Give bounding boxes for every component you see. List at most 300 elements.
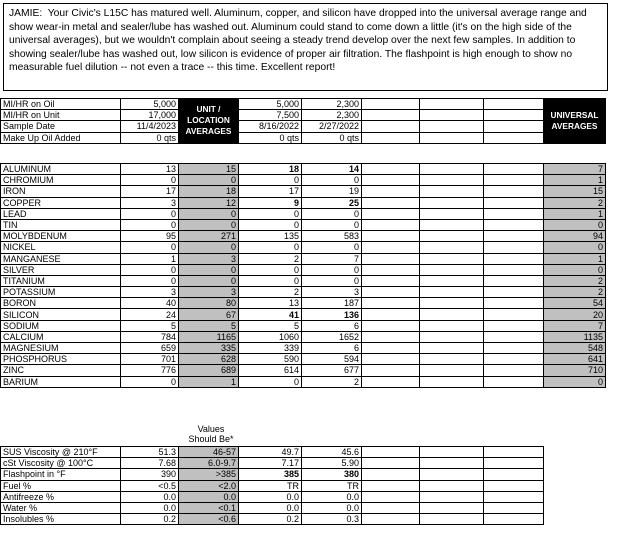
element-prior-value: 583 <box>302 231 362 242</box>
element-prior-value: 0 <box>239 264 302 275</box>
element-current-value: 40 <box>121 298 179 309</box>
element-row <box>1 231 606 242</box>
property-prior-value: 380 <box>302 469 362 480</box>
empty-cell <box>420 354 484 365</box>
property-should-be: <0.1 <box>179 502 239 513</box>
empty-cell <box>420 242 484 253</box>
empty-cell <box>420 287 484 298</box>
empty-cell <box>544 491 606 502</box>
element-name: PHOSPHORUS <box>1 354 121 365</box>
header-prior-value: 8/16/2022 <box>239 121 302 132</box>
property-should-be: >385 <box>179 469 239 480</box>
empty-cell <box>362 354 420 365</box>
element-name: BORON <box>1 298 121 309</box>
element-current-value: 24 <box>121 309 179 320</box>
element-row <box>1 164 606 175</box>
property-row <box>1 447 606 458</box>
element-universal-average: 7 <box>544 164 606 175</box>
property-row <box>1 469 606 480</box>
element-row <box>1 331 606 342</box>
property-prior-value: 0.3 <box>302 514 362 525</box>
empty-cell <box>484 253 544 264</box>
empty-cell <box>484 480 544 491</box>
element-name: CALCIUM <box>1 331 121 342</box>
element-universal-average: 2 <box>544 275 606 286</box>
element-current-value: 0 <box>121 208 179 219</box>
element-prior-value: 2 <box>239 253 302 264</box>
element-prior-value: 6 <box>302 320 362 331</box>
empty-cell <box>420 514 484 525</box>
element-prior-value: 0 <box>239 376 302 387</box>
element-unit-average: 0 <box>179 175 239 186</box>
empty-cell <box>484 376 544 387</box>
element-row <box>1 175 606 186</box>
empty-cell <box>484 331 544 342</box>
property-should-be: <2.0 <box>179 480 239 491</box>
empty-cell <box>484 447 544 458</box>
empty-cell <box>420 99 484 110</box>
empty-cell <box>420 331 484 342</box>
empty-cell <box>420 309 484 320</box>
properties-table <box>0 446 606 525</box>
empty-cell <box>362 219 420 230</box>
empty-cell <box>484 219 544 230</box>
empty-cell <box>362 331 420 342</box>
empty-cell <box>420 132 484 143</box>
empty-cell <box>362 99 420 110</box>
element-name: ZINC <box>1 365 121 376</box>
element-prior-value: 187 <box>302 298 362 309</box>
empty-cell <box>420 219 484 230</box>
element-current-value: 95 <box>121 231 179 242</box>
element-prior-value: 0 <box>239 208 302 219</box>
header-prior-value: 2,300 <box>302 99 362 110</box>
empty-cell <box>420 121 484 132</box>
element-universal-average: 94 <box>544 231 606 242</box>
property-name: Water % <box>1 502 121 513</box>
element-prior-value: 339 <box>239 343 302 354</box>
element-row <box>1 186 606 197</box>
empty-cell <box>484 309 544 320</box>
empty-cell <box>544 458 606 469</box>
property-row <box>1 514 606 525</box>
empty-cell <box>484 287 544 298</box>
element-current-value: 0 <box>121 376 179 387</box>
element-current-value: 3 <box>121 287 179 298</box>
empty-cell <box>362 197 420 208</box>
property-prior-value: 0.2 <box>239 514 302 525</box>
element-universal-average: 2 <box>544 197 606 208</box>
empty-cell <box>362 242 420 253</box>
empty-cell <box>420 110 484 121</box>
element-unit-average: 18 <box>179 186 239 197</box>
element-row <box>1 309 606 320</box>
element-prior-value: 677 <box>302 365 362 376</box>
element-name: TITANIUM <box>1 275 121 286</box>
empty-cell <box>420 208 484 219</box>
element-name: SILVER <box>1 264 121 275</box>
element-name: NICKEL <box>1 242 121 253</box>
element-unit-average: 5 <box>179 320 239 331</box>
property-prior-value: TR <box>302 480 362 491</box>
empty-cell <box>420 298 484 309</box>
empty-cell <box>362 502 420 513</box>
empty-cell <box>484 491 544 502</box>
element-prior-value: 1652 <box>302 331 362 342</box>
property-row <box>1 480 606 491</box>
empty-cell <box>420 175 484 186</box>
property-should-be: 0.0 <box>179 491 239 502</box>
property-prior-value: 0.0 <box>239 502 302 513</box>
element-prior-value: 135 <box>239 231 302 242</box>
element-unit-average: 0 <box>179 219 239 230</box>
property-prior-value: 45.6 <box>302 447 362 458</box>
element-prior-value: 0 <box>239 242 302 253</box>
empty-cell <box>544 514 606 525</box>
header-prior-value: 2,300 <box>302 110 362 121</box>
property-prior-value: 0.0 <box>239 491 302 502</box>
element-prior-value: 2 <box>239 287 302 298</box>
element-prior-value: 0 <box>239 275 302 286</box>
empty-cell <box>420 264 484 275</box>
element-universal-average: 548 <box>544 343 606 354</box>
empty-cell <box>420 491 484 502</box>
element-unit-average: 15 <box>179 164 239 175</box>
element-universal-average: 641 <box>544 354 606 365</box>
property-should-be: 46-57 <box>179 447 239 458</box>
element-current-value: 784 <box>121 331 179 342</box>
element-universal-average: 0 <box>544 376 606 387</box>
empty-cell <box>484 186 544 197</box>
element-current-value: 0 <box>121 275 179 286</box>
element-current-value: 776 <box>121 365 179 376</box>
element-name: MANGANESE <box>1 253 121 264</box>
empty-cell <box>420 447 484 458</box>
property-prior-value: 0.0 <box>302 502 362 513</box>
header-prior-value: 0 qts <box>302 132 362 143</box>
element-unit-average: 0 <box>179 275 239 286</box>
element-name: MAGNESIUM <box>1 343 121 354</box>
empty-cell <box>362 287 420 298</box>
element-name: TIN <box>1 219 121 230</box>
element-universal-average: 0 <box>544 219 606 230</box>
comment-box: JAMIE: Your Civic's L15C has matured well. Aluminum, copper, and silicon have dropped into the universal average range and show wear-in metal and sealer/lube has washed out. Aluminum could stand to come down a little (it's on the high side of the universal averages), but we wouldn't complain about seeing a steady trend develop over the next few samples. In addition to showing sealer/lube has washed out, low silicon is evidence of proper air filtration. The flashpoint is high enough to show no measurable fuel dilution -- not even a trace -- this time. Excellent report! <box>3 3 608 91</box>
element-name: SILICON <box>1 309 121 320</box>
empty-cell <box>362 208 420 219</box>
element-row <box>1 287 606 298</box>
empty-cell <box>484 99 544 110</box>
header-current-value: 5,000 <box>121 99 179 110</box>
property-prior-value: 0.0 <box>302 491 362 502</box>
element-universal-average: 0 <box>544 242 606 253</box>
element-prior-value: 9 <box>239 197 302 208</box>
property-current-value: 0.0 <box>121 502 179 513</box>
unit-location-averages-header: UNIT / LOCATION AVERAGES <box>179 99 239 144</box>
element-current-value: 1 <box>121 253 179 264</box>
element-unit-average: 0 <box>179 264 239 275</box>
property-row <box>1 502 606 513</box>
empty-cell <box>362 309 420 320</box>
empty-cell <box>484 208 544 219</box>
empty-cell <box>362 376 420 387</box>
empty-cell <box>484 320 544 331</box>
element-universal-average: 7 <box>544 320 606 331</box>
element-name: LEAD <box>1 208 121 219</box>
property-current-value: 7.68 <box>121 458 179 469</box>
empty-cell <box>420 253 484 264</box>
empty-cell <box>484 298 544 309</box>
element-current-value: 3 <box>121 197 179 208</box>
element-row <box>1 242 606 253</box>
empty-cell <box>484 502 544 513</box>
element-row <box>1 253 606 264</box>
element-prior-value: 0 <box>302 219 362 230</box>
element-prior-value: 14 <box>302 164 362 175</box>
empty-cell <box>420 275 484 286</box>
property-prior-value: 49.7 <box>239 447 302 458</box>
empty-cell <box>420 365 484 376</box>
element-current-value: 701 <box>121 354 179 365</box>
empty-cell <box>362 469 420 480</box>
element-prior-value: 0 <box>302 275 362 286</box>
empty-cell <box>484 110 544 121</box>
element-universal-average: 0 <box>544 264 606 275</box>
universal-averages-header: UNIVERSAL AVERAGES <box>544 99 606 144</box>
empty-cell <box>420 231 484 242</box>
header-prior-value: 7,500 <box>239 110 302 121</box>
element-unit-average: 0 <box>179 242 239 253</box>
header-current-value: 0 qts <box>121 132 179 143</box>
element-current-value: 13 <box>121 164 179 175</box>
property-name: Fuel % <box>1 480 121 491</box>
element-prior-value: 0 <box>239 175 302 186</box>
element-prior-value: 0 <box>302 175 362 186</box>
element-unit-average: 3 <box>179 287 239 298</box>
empty-cell <box>420 186 484 197</box>
empty-cell <box>362 253 420 264</box>
header-current-value: 11/4/2023 <box>121 121 179 132</box>
element-unit-average: 0 <box>179 208 239 219</box>
element-row <box>1 354 606 365</box>
empty-cell <box>484 365 544 376</box>
element-row <box>1 275 606 286</box>
element-unit-average: 628 <box>179 354 239 365</box>
element-prior-value: 2 <box>302 376 362 387</box>
element-row <box>1 320 606 331</box>
property-name: Antifreeze % <box>1 491 121 502</box>
empty-cell <box>544 480 606 491</box>
element-universal-average: 15 <box>544 186 606 197</box>
element-universal-average: 1 <box>544 175 606 186</box>
element-unit-average: 67 <box>179 309 239 320</box>
header-row <box>1 110 606 121</box>
property-prior-value: 385 <box>239 469 302 480</box>
empty-cell <box>362 275 420 286</box>
element-row <box>1 365 606 376</box>
empty-cell <box>420 502 484 513</box>
element-prior-value: 594 <box>302 354 362 365</box>
empty-cell <box>362 343 420 354</box>
element-current-value: 17 <box>121 186 179 197</box>
element-universal-average: 54 <box>544 298 606 309</box>
header-label: MI/HR on Unit <box>1 110 121 121</box>
empty-cell <box>362 365 420 376</box>
empty-cell <box>362 480 420 491</box>
empty-cell <box>362 164 420 175</box>
element-name: COPPER <box>1 197 121 208</box>
header-row <box>1 121 606 132</box>
element-prior-value: 590 <box>239 354 302 365</box>
empty-cell <box>484 164 544 175</box>
property-prior-value: 5.90 <box>302 458 362 469</box>
element-unit-average: 271 <box>179 231 239 242</box>
element-unit-average: 1165 <box>179 331 239 342</box>
element-name: SODIUM <box>1 320 121 331</box>
empty-cell <box>420 469 484 480</box>
elements-table <box>0 163 606 388</box>
empty-cell <box>362 175 420 186</box>
header-prior-value: 0 qts <box>239 132 302 143</box>
element-unit-average: 689 <box>179 365 239 376</box>
element-name: CHROMIUM <box>1 175 121 186</box>
property-current-value: 0.2 <box>121 514 179 525</box>
empty-cell <box>484 197 544 208</box>
header-row <box>1 99 606 110</box>
empty-cell <box>544 502 606 513</box>
element-row <box>1 343 606 354</box>
property-prior-value: TR <box>239 480 302 491</box>
property-row <box>1 458 606 469</box>
empty-cell <box>362 186 420 197</box>
empty-cell <box>362 458 420 469</box>
element-name: ALUMINUM <box>1 164 121 175</box>
empty-cell <box>420 164 484 175</box>
empty-cell <box>362 132 420 143</box>
empty-cell <box>544 447 606 458</box>
element-prior-value: 18 <box>239 164 302 175</box>
element-universal-average: 710 <box>544 365 606 376</box>
element-prior-value: 13 <box>239 298 302 309</box>
empty-cell <box>362 110 420 121</box>
property-name: Flashpoint in °F <box>1 469 121 480</box>
element-name: IRON <box>1 186 121 197</box>
header-row <box>1 132 606 143</box>
empty-cell <box>484 175 544 186</box>
property-current-value: <0.5 <box>121 480 179 491</box>
element-prior-value: 0 <box>302 264 362 275</box>
values-should-be-label: Values Should Be* <box>188 424 234 444</box>
property-row <box>1 491 606 502</box>
empty-cell <box>484 514 544 525</box>
element-prior-value: 19 <box>302 186 362 197</box>
element-unit-average: 1 <box>179 376 239 387</box>
element-current-value: 659 <box>121 343 179 354</box>
element-universal-average: 1 <box>544 208 606 219</box>
empty-cell <box>362 121 420 132</box>
element-name: BARIUM <box>1 376 121 387</box>
property-name: cSt Viscosity @ 100°C <box>1 458 121 469</box>
element-prior-value: 25 <box>302 197 362 208</box>
element-universal-average: 2 <box>544 287 606 298</box>
element-prior-value: 17 <box>239 186 302 197</box>
empty-cell <box>420 458 484 469</box>
empty-cell <box>420 343 484 354</box>
element-universal-average: 20 <box>544 309 606 320</box>
element-name: POTASSIUM <box>1 287 121 298</box>
empty-cell <box>420 320 484 331</box>
property-should-be: 6.0-9.7 <box>179 458 239 469</box>
element-row <box>1 197 606 208</box>
element-prior-value: 1060 <box>239 331 302 342</box>
element-current-value: 5 <box>121 320 179 331</box>
element-prior-value: 0 <box>302 208 362 219</box>
header-label: Sample Date <box>1 121 121 132</box>
element-name: MOLYBDENUM <box>1 231 121 242</box>
element-row <box>1 298 606 309</box>
element-current-value: 0 <box>121 219 179 230</box>
header-table <box>0 98 606 144</box>
property-current-value: 51.3 <box>121 447 179 458</box>
header-prior-value: 5,000 <box>239 99 302 110</box>
empty-cell <box>420 376 484 387</box>
element-prior-value: 0 <box>302 242 362 253</box>
empty-cell <box>362 447 420 458</box>
element-current-value: 0 <box>121 175 179 186</box>
empty-cell <box>484 343 544 354</box>
empty-cell <box>362 264 420 275</box>
element-unit-average: 12 <box>179 197 239 208</box>
empty-cell <box>484 354 544 365</box>
property-name: Insolubles % <box>1 514 121 525</box>
element-prior-value: 7 <box>302 253 362 264</box>
empty-cell <box>484 132 544 143</box>
header-current-value: 17,000 <box>121 110 179 121</box>
empty-cell <box>484 242 544 253</box>
empty-cell <box>484 264 544 275</box>
element-unit-average: 3 <box>179 253 239 264</box>
empty-cell <box>484 458 544 469</box>
empty-cell <box>544 469 606 480</box>
empty-cell <box>362 231 420 242</box>
property-current-value: 0.0 <box>121 491 179 502</box>
element-row <box>1 208 606 219</box>
empty-cell <box>362 298 420 309</box>
element-row <box>1 219 606 230</box>
element-prior-value: 41 <box>239 309 302 320</box>
element-unit-average: 80 <box>179 298 239 309</box>
element-prior-value: 614 <box>239 365 302 376</box>
element-row <box>1 376 606 387</box>
empty-cell <box>484 231 544 242</box>
element-prior-value: 6 <box>302 343 362 354</box>
element-prior-value: 3 <box>302 287 362 298</box>
element-unit-average: 335 <box>179 343 239 354</box>
empty-cell <box>362 491 420 502</box>
element-current-value: 0 <box>121 242 179 253</box>
property-name: SUS Viscosity @ 210°F <box>1 447 121 458</box>
element-prior-value: 0 <box>239 219 302 230</box>
empty-cell <box>420 480 484 491</box>
empty-cell <box>362 514 420 525</box>
empty-cell <box>420 197 484 208</box>
header-prior-value: 2/27/2022 <box>302 121 362 132</box>
empty-cell <box>362 320 420 331</box>
element-universal-average: 1 <box>544 253 606 264</box>
property-current-value: 390 <box>121 469 179 480</box>
empty-cell <box>484 469 544 480</box>
header-label: MI/HR on Oil <box>1 99 121 110</box>
empty-cell <box>484 275 544 286</box>
